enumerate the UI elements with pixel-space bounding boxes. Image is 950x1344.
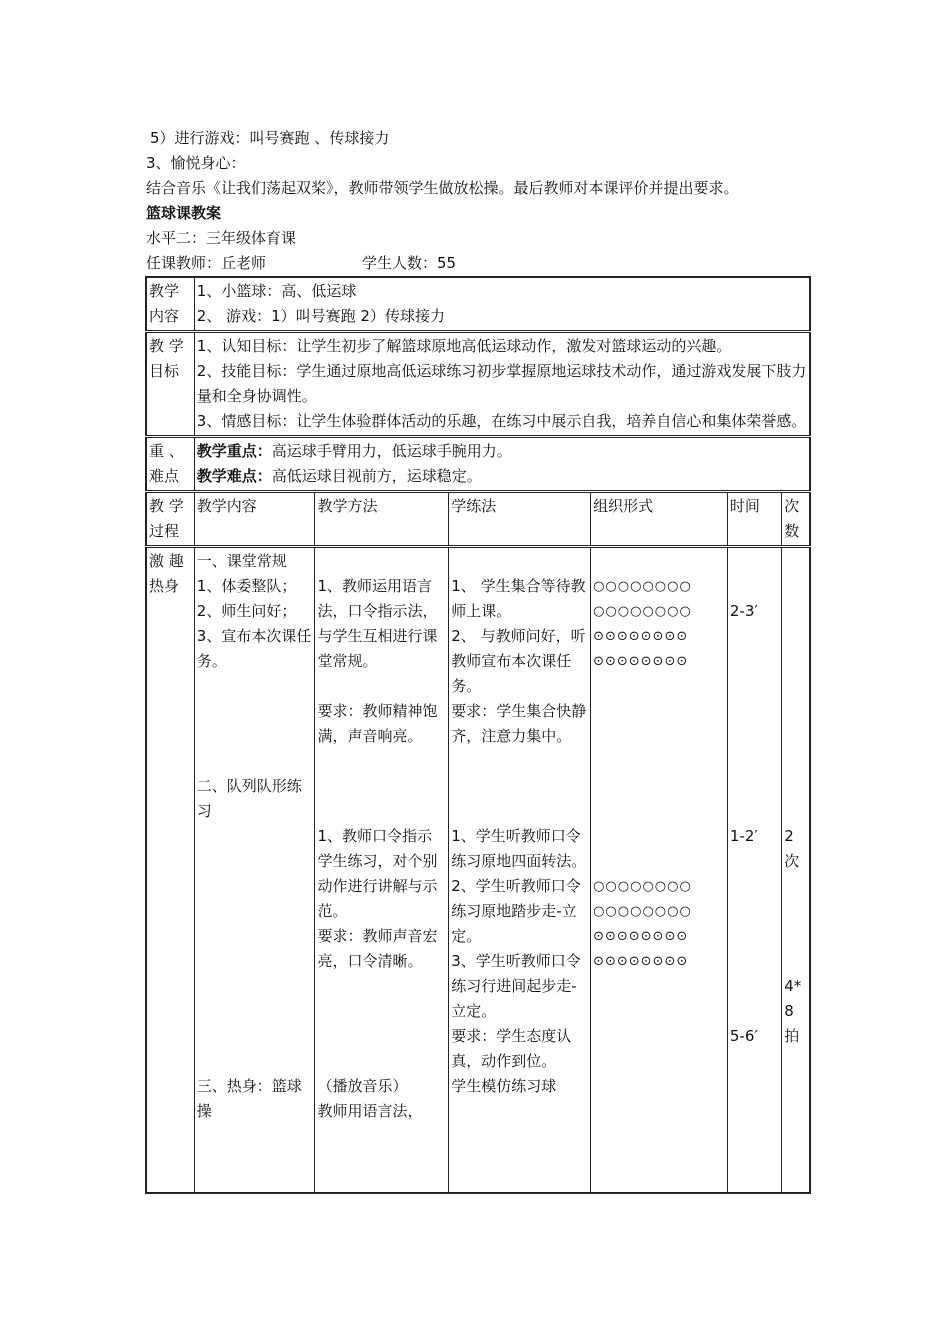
lesson-plan-table <box>145 276 811 1194</box>
goal-label: 教 学 目标 <box>146 332 194 437</box>
org-column <box>591 547 728 1193</box>
formation-row: ○○○○○○○○ <box>593 879 692 894</box>
key-row <box>146 437 810 492</box>
key-cell: 教学重点：高运球手臂用力，低运球手腕用力。 教学难点：高低运球目视前方，运球稳定。 <box>194 437 810 492</box>
header-practice: 学练法 <box>449 492 591 547</box>
intro-line-2: 3、愉悦身心： <box>146 154 246 172</box>
goal-cell: 1、认知目标：让学生初步了解篮球原地高低运球动作，激发对篮球运动的兴趣。 2、技能目标：学生通过原地高低运球练习初步掌握原地运球技术动作，通过游戏发展下肢力量和全身协调性。 3、情感目标：让学生体验群体活动的乐趣，在练习中展示自我，培养自信心和集体荣誉感。 <box>194 332 810 437</box>
goal-row <box>146 332 810 437</box>
formation-row: ⊙⊙⊙⊙⊙⊙⊙⊙ <box>593 654 689 669</box>
header-time: 时间 <box>727 492 781 547</box>
formation-row: ○○○○○○○○ <box>593 904 692 919</box>
practice-column: 1、 学生集合等待教师上课。 2、 与教师问好，听教师宣布本次课任务。 要求：学生集合快静齐，注意力集中。 1、学生听教师口令练习原地四面转法。 2、学生听教师口令练习原地踏步走-立定。 3、学生听教师口令练习行进间起步走-立定。 要求：学生态度认真，动作到位。 学生模仿练习球 <box>449 547 591 1193</box>
level-line: 水平二：三年级体育课 <box>146 229 297 247</box>
header-process: 教 学 过程 <box>146 492 194 547</box>
column-header-row <box>146 492 810 547</box>
count-column: 2 次 4* 8 拍 <box>782 547 810 1193</box>
content-row <box>146 277 810 332</box>
key-label: 重 、 难点 <box>146 437 194 492</box>
stage-label: 激 趣热身 <box>146 547 194 1193</box>
intro-line-1: 5）进行游戏：叫号赛跑 、传球接力 <box>150 129 390 147</box>
formation-row: ○○○○○○○○ <box>593 579 692 594</box>
content-label: 教学 内容 <box>146 277 194 332</box>
warmup-row <box>146 547 810 1193</box>
page-title: 篮球课教案 <box>146 204 222 222</box>
teacher-line: 任课教师：丘老师 <box>146 254 267 272</box>
student-count: 学生人数：55 <box>362 254 457 272</box>
header-content: 教学内容 <box>194 492 315 547</box>
formation-row: ⊙⊙⊙⊙⊙⊙⊙⊙ <box>593 929 689 944</box>
header-method: 教学方法 <box>315 492 449 547</box>
content-cell: 1、小篮球：高、低运球 2、 游戏：1）叫号赛跑 2）传球接力 <box>194 277 810 332</box>
formation-row: ○○○○○○○○ <box>593 604 692 619</box>
content-column: 一、课堂常规 1、体委整队； 2、师生问好； 3、宣布本次课任务。 二、队列队形练习 三、热身：篮球操 <box>194 547 315 1193</box>
time-column: 2-3′ 1-2′ 5-6′ <box>727 547 781 1193</box>
formation-row: ⊙⊙⊙⊙⊙⊙⊙⊙ <box>593 629 689 644</box>
intro-line-3: 结合音乐《让我们荡起双桨》，教师带领学生做放松操。最后教师对本课评价并提出要求。 <box>146 179 739 197</box>
header-count: 次数 <box>782 492 810 547</box>
header-org: 组织形式 <box>591 492 728 547</box>
method-column: 1、教师运用语言法，口令指示法，与学生互相进行课堂常规。 要求：教师精神饱满，声音响亮。 1、教师口令指示学生练习，对个别动作进行讲解与示范。 要求：教师声音宏亮，口令清晰。 （播放音乐） 教师用语言法， <box>315 547 449 1193</box>
formation-row: ⊙⊙⊙⊙⊙⊙⊙⊙ <box>593 954 689 969</box>
